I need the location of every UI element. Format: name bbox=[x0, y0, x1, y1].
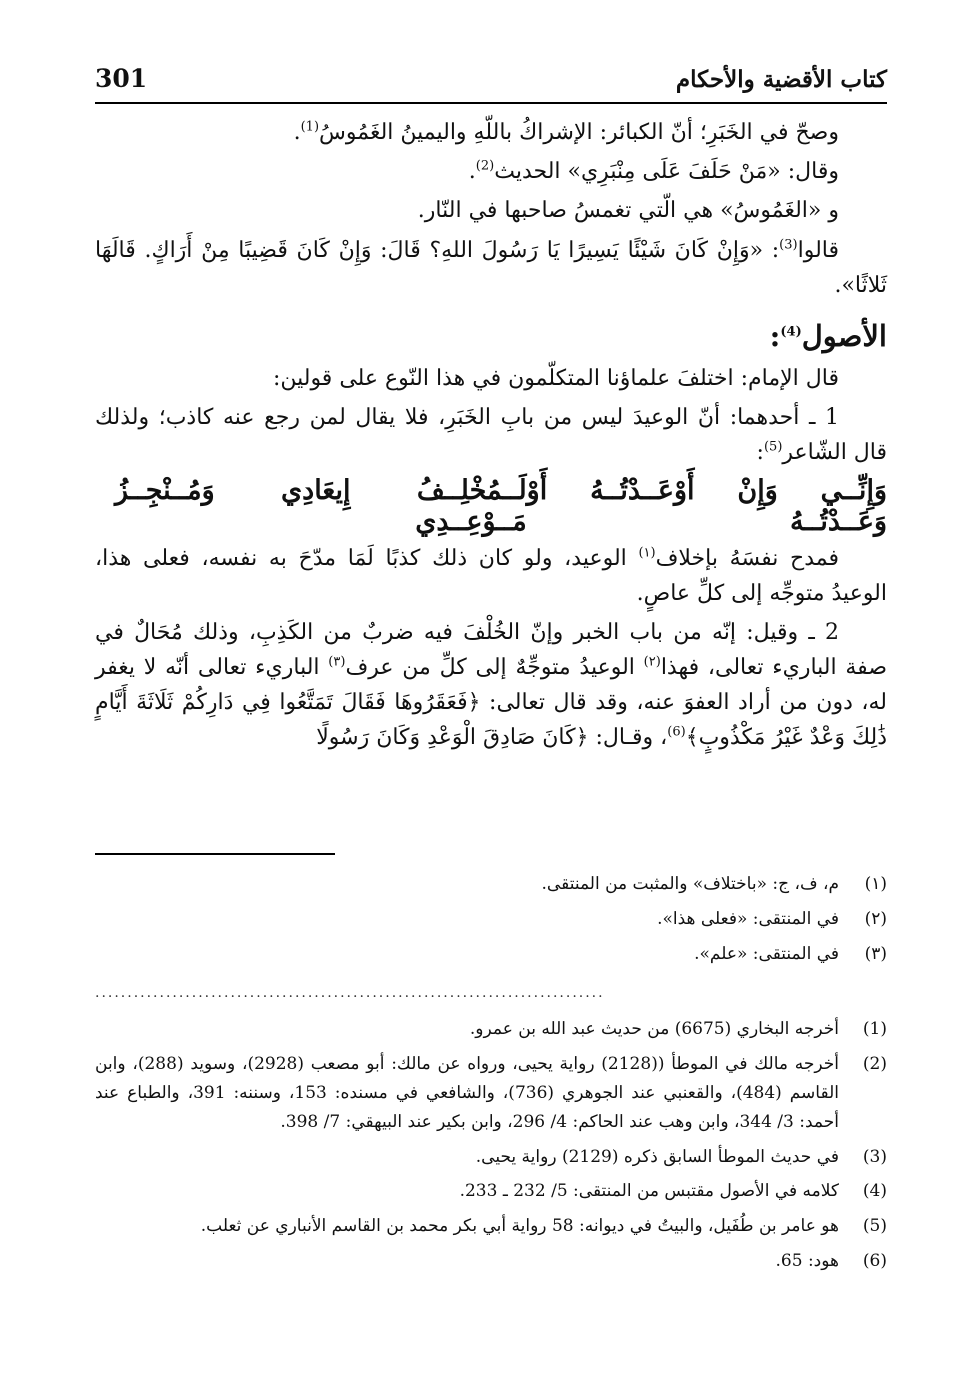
p8-text-d: ، وقـال: ﴿كَانَ صَادِقَ الْوَعْدِ وَكَانَ رَسُولًا bbox=[316, 725, 668, 751]
paragraph-1: وصحّ في الخَبَرِ؛ أنّ الكبائر: الإشراكُ باللّهِ واليمينُ الغَمُوسُ$^{(1)}$. bbox=[293, 119, 839, 145]
footnote-ref: (5) bbox=[763, 439, 783, 455]
footnote-number: (4) bbox=[862, 1181, 887, 1202]
paragraph-8 bbox=[95, 615, 887, 756]
p4-text-a: قالوا bbox=[797, 237, 839, 263]
p1-text: وصحّ في الخَبَرِ؛ أنّ الكبائر: الإشراكُ باللّهِ واليمينُ الغَمُوسُ bbox=[319, 120, 839, 145]
paragraph-3 bbox=[95, 193, 887, 228]
p2-text: وقال: «مَنْ حَلَفَ عَلَى مِنْبَرِي» الحديث bbox=[494, 159, 839, 185]
footnote-ref: (3) bbox=[779, 237, 798, 253]
footnote-ref: (4) bbox=[780, 324, 802, 340]
footnote-ref: (2) bbox=[475, 158, 495, 174]
editorial-note bbox=[95, 870, 887, 899]
note-number: (٢) bbox=[864, 908, 887, 929]
paragraph-7 bbox=[95, 541, 887, 611]
verse-first-hemistich: وَإِنِّــي وَإِنْ أَوْعَــدْتُــهُ أَوْ وَعَــدْتُــهُ bbox=[526, 474, 887, 537]
footnote-number: (6) bbox=[862, 1251, 887, 1272]
book-title: كتاب الأقضية والأحكام bbox=[675, 66, 887, 93]
paragraph-2: وقال: «مَنْ حَلَفَ عَلَى مِنْبَرِي» الحديث$^{(2)}$. bbox=[468, 158, 839, 185]
footnote bbox=[95, 1177, 887, 1206]
footnote-text: هو عامر بن طُفَيل، والبيتُ في ديوانه: 58 رواية أبي بكر محمد بن القاسم الأنباري عن ثعلب. bbox=[200, 1216, 839, 1237]
footnote-ref: (6) bbox=[667, 725, 686, 741]
footnote bbox=[95, 1247, 887, 1276]
p8-text-c: الباريء تعالى أنّه لا يغفر له، دون من أراد العفوَ عنه، وقد قال تعالى: ﴿فَعَقَرُوهَا فَقَالَ تَمَتَّعُوا فِي دَارِكُمْ ثَلَاثَةَ أَيَّامٍ ذَٰلِكَ وَعْدٌ غَيْرُ مَكْذُوبٍ﴾ bbox=[95, 655, 887, 751]
footnote bbox=[95, 1015, 887, 1044]
footnote-rule bbox=[95, 853, 335, 855]
header-rule bbox=[95, 102, 887, 104]
footnote-ref: (١) bbox=[638, 545, 656, 561]
footnote-ref: (٢) bbox=[643, 654, 661, 670]
verse-second-hemistich: لَــمُخْلِــفُ إِيعَادِي وَمُــنْجِــزُ مَــوْعِــدِي bbox=[115, 474, 527, 537]
dotted-separator: ............................................................................... bbox=[95, 985, 605, 1001]
p8-text-a: 2 ـ وقيل: إنّه من باب الخبر وإنّ الخُلْفَ فيه ضربٌ من الكَذِبِ، وذلك مُحَالٌ في صفة الباريء تعالى، فهذا bbox=[95, 619, 887, 681]
editorial-note bbox=[95, 940, 887, 969]
p4-text-b: : «وَإِنْ كَانَ شَيْئًا يَسِيرًا يَا رَسُولَ اللهِ؟ قَالَ: وَإِنْ كَانَ قَضِيبًا مِنْ أَرَاكٍ. قَالَهَا ثَلاثًا». bbox=[95, 237, 887, 298]
p5-text: قال الإمام: اختلفَ علماؤنا المتكلّمون في هذا النّوع على قولين: bbox=[272, 365, 839, 391]
p8-text-b: الوعيدُ متوجِّهٌ إلى كلِّ من عرف bbox=[345, 655, 644, 681]
editorial-notes bbox=[95, 870, 887, 975]
footnote-ref: (٣) bbox=[328, 654, 346, 670]
paragraph-6: 1 ـ أحدهما: أنّ الوعيدَ ليس من بابِ الخَبَرِ، فلا يقال لمن رجع عنه كاذب؛ ولذلك قال الشّاعر$^{(5)}$: bbox=[95, 405, 887, 466]
paragraph-5 bbox=[95, 361, 887, 396]
footnotes bbox=[95, 1015, 887, 1282]
footnote-number: (1) bbox=[862, 1019, 887, 1039]
section-heading: الأصول$^{(4)}$: bbox=[769, 318, 887, 353]
main-text bbox=[95, 115, 887, 760]
footnote bbox=[95, 1212, 887, 1241]
footnote-text: هود: 65. bbox=[775, 1251, 839, 1272]
footnote-number: (5) bbox=[862, 1216, 887, 1237]
editorial-note bbox=[95, 905, 887, 934]
note-text: في المنتقى: «علم». bbox=[694, 943, 839, 964]
note-text: في المنتقى: «فعلى هذا». bbox=[657, 908, 839, 929]
footnote-number: (2) bbox=[862, 1053, 887, 1074]
note-number: (١) bbox=[864, 874, 887, 894]
footnote-text: أخرجه البخاري (6675) من حديث عبد الله بن عمرو. bbox=[469, 1019, 839, 1039]
running-header bbox=[95, 58, 887, 98]
heading-text: الأصول bbox=[801, 318, 887, 353]
note-number: (٣) bbox=[864, 943, 887, 964]
footnote-text: كلامه في الأصول مقتبس من المنتقى: 5/ 232 ـ 233. bbox=[459, 1181, 839, 1202]
footnote bbox=[95, 1143, 887, 1172]
page-number: 301 bbox=[95, 64, 148, 93]
note-text: م، ف، ج: «باختلاف» والمثبت من المنتقى. bbox=[541, 874, 839, 894]
footnote-number: (3) bbox=[862, 1146, 887, 1167]
p6-text: 1 ـ أحدهما: أنّ الوعيدَ ليس من بابِ الخَبَرِ، فلا يقال لمن رجع عنه كاذب؛ ولذلك قال الشّاعر bbox=[95, 405, 887, 466]
poetry-verse bbox=[95, 475, 887, 537]
p7-text-a: فمدح نفسَهُ بإخلاف bbox=[655, 545, 839, 571]
footnote bbox=[95, 1050, 887, 1137]
p3-text: و «الغَمُوسُ» هي الّتي تغمسُ صاحبها في النّار. bbox=[417, 198, 839, 224]
footnote-text: أخرجه مالك في الموطأ ((2128) رواية يحيى، ورواه عن مالك: أبو مصعب (2928)، وسويد (288)، وابن القاسم (484)، والقعنبي عند الجوهري (736)، والشافعي في مسنده: 153، وسننه: 391، والطباع عند أحمد: 3/ 344، وابن وهب عند الحاكم: 4/ 296، وابن بكير عند البيهقي: 7/ 398. bbox=[95, 1053, 839, 1132]
footnote-ref: (1) bbox=[300, 119, 320, 135]
p7-text-b: الوعيد، ولو كان ذلك كذبًا لَمَا مدّحَ به نفسه، فعلى هذا، الوعيدُ متوجِّه إلى كلِّ عاصٍ. bbox=[95, 545, 887, 606]
paragraph-4 bbox=[95, 233, 887, 303]
footnote-text: في حديث الموطأ السابق ذكره (2129) رواية يحيى. bbox=[475, 1146, 839, 1167]
